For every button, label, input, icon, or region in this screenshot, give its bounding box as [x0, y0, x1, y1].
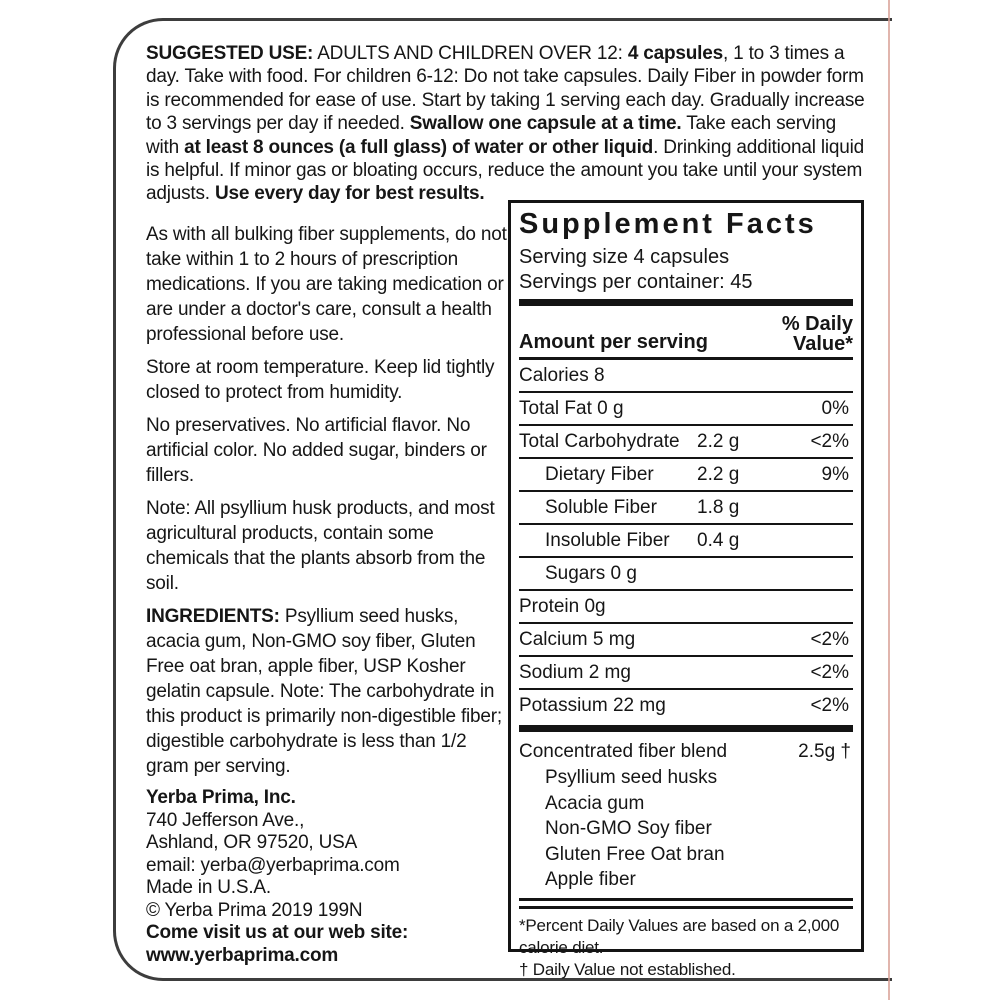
text-segment: , 1 to 3 times a day. Take with food. For children 6-12: Do not take capsules. Daily Fiber in powder form is recommended for ease of use. Start by taking 1 serving each day. Gradually increase to 3 servings per day if needed. [146, 43, 865, 135]
facts-row [519, 591, 853, 624]
facts-header-row [519, 310, 853, 360]
nutrient-name: Calcium 5 mg [519, 628, 636, 650]
footnote: *Percent Daily Values are based on a 2,000 calorie diet. [519, 915, 840, 957]
facts-row [519, 492, 853, 525]
nutrient-daily-value: <2% [810, 661, 849, 683]
text-segment: INGREDIENTS: [146, 606, 280, 627]
text-segment: As with all bulking fiber supplements, do not take within 1 to 2 hours of prescription medications. If you are taking medication or are under a doctor's care, consult a health professional before use. [146, 224, 507, 345]
company-line: www.yerbaprima.com [146, 944, 339, 966]
facts-row [519, 426, 853, 459]
text-segment: Note: All psyllium husk products, and most agricultural products, contain some chemicals that the plants absorb from the soil. [146, 498, 495, 594]
nutrient-amount: 2.2 g [697, 463, 740, 485]
nutrient-name: Sodium 2 mg [519, 661, 631, 683]
info-paragraph [146, 496, 508, 596]
blend-item: Psyllium seed husks [545, 767, 718, 788]
text-segment: Take each serving with [146, 113, 836, 158]
servings-per-container: Servings per container: 45 [519, 271, 753, 293]
facts-row [519, 558, 853, 591]
company-line: 740 Jefferson Ave., [146, 809, 305, 831]
nutrient-name: Calories 8 [519, 364, 605, 386]
facts-row [519, 657, 853, 690]
info-paragraph [146, 355, 508, 405]
nutrient-name: Total Fat 0 g [519, 397, 624, 419]
blend-amount: 2.5g † [798, 741, 851, 762]
blend-row [519, 736, 853, 765]
amount-per-serving-header: Amount per serving [519, 331, 708, 353]
company-block [146, 787, 508, 967]
facts-title: Supplement Facts [519, 208, 817, 240]
text-segment: Psyllium seed husks, acacia gum, Non-GMO soy fiber, Gluten Free oat bran, apple fiber, USP Kosher gelatin capsule. Note: The carbohydrate in this product is primarily non-digestible fiber; digestible carbohydrate is less than 1/2 gram per serving. [146, 606, 502, 777]
daily-value-header [782, 314, 853, 354]
photo-edge-line [888, 0, 890, 1000]
nutrient-name: Potassium 22 mg [519, 694, 666, 716]
facts-row [519, 690, 853, 721]
company-line: Ashland, OR 97520, USA [146, 832, 358, 853]
blend-items [519, 765, 853, 893]
text-segment: Use every day for best results. [214, 183, 485, 205]
info-column [146, 222, 508, 967]
facts-row [519, 525, 853, 558]
thick-divider-bottom [519, 725, 853, 732]
nutrient-daily-value: <2% [810, 628, 849, 650]
company-line: Yerba Prima, Inc. [146, 787, 296, 808]
nutrient-daily-value: 9% [821, 463, 849, 485]
footnote: † Daily Value not established. [519, 959, 736, 979]
text-segment: SUGGESTED USE: [146, 43, 314, 64]
text-segment: . Drinking additional liquid is helpful. If minor gas or bloating occurs, reduce the amount you take until your system adjusts. [146, 136, 864, 205]
footnotes [519, 915, 853, 981]
nutrient-name: Insoluble Fiber [545, 529, 670, 551]
nutrient-name: Total Carbohydrate [519, 430, 680, 452]
facts-row [519, 624, 853, 657]
double-rule [519, 898, 853, 909]
facts-row [519, 459, 853, 492]
text-segment: Swallow one capsule at a time. [409, 113, 682, 135]
text-segment: No preservatives. No artificial flavor. No artificial color. No added sugar, binders or fillers. [146, 415, 487, 486]
serving-size: Serving size 4 capsules [519, 246, 730, 268]
facts-rows [519, 360, 853, 721]
nutrient-amount: 2.2 g [697, 430, 740, 452]
nutrient-daily-value: <2% [810, 430, 849, 452]
blend-item: Non-GMO Soy fiber [545, 818, 712, 839]
nutrient-name: Protein 0g [519, 595, 606, 617]
nutrient-daily-value: <2% [810, 694, 849, 716]
nutrient-amount: 0.4 g [697, 529, 740, 551]
suggested-use-paragraph [146, 42, 868, 206]
info-paragraph [146, 604, 508, 779]
info-paragraphs [146, 222, 508, 779]
facts-row [519, 393, 853, 426]
text-segment: ADULTS AND CHILDREN OVER 12: [313, 43, 628, 64]
daily-value-header-line2: Value* [792, 333, 853, 355]
blend-item: Gluten Free Oat bran [545, 843, 725, 865]
text-segment: at least 8 ounces (a full glass) of water or other liquid [184, 136, 654, 158]
nutrient-name: Soluble Fiber [545, 496, 657, 518]
text-segment: 4 capsules [627, 43, 723, 64]
company-line: Made in U.S.A. [146, 877, 271, 898]
daily-value-header-line1: % Daily [781, 313, 853, 335]
nutrient-name: Dietary Fiber [545, 463, 654, 485]
company-line: email: yerba@yerbaprima.com [146, 854, 400, 876]
company-line: © Yerba Prima 2019 199N [146, 899, 363, 921]
blend-name: Concentrated fiber blend [519, 741, 728, 762]
blend-item: Apple fiber [545, 869, 636, 890]
thick-divider-top [519, 299, 853, 306]
info-paragraph [146, 413, 508, 488]
text-segment: Store at room temperature. Keep lid tightly closed to protect from humidity. [146, 357, 495, 403]
company-line: Come visit us at our web site: [146, 922, 409, 943]
facts-row [519, 360, 853, 393]
supplement-facts-panel [508, 200, 864, 979]
nutrient-name: Sugars 0 g [545, 562, 637, 584]
nutrient-amount: 1.8 g [697, 496, 740, 518]
info-paragraph [146, 222, 508, 347]
nutrient-daily-value: 0% [821, 397, 849, 419]
blend-item: Acacia gum [545, 792, 645, 814]
